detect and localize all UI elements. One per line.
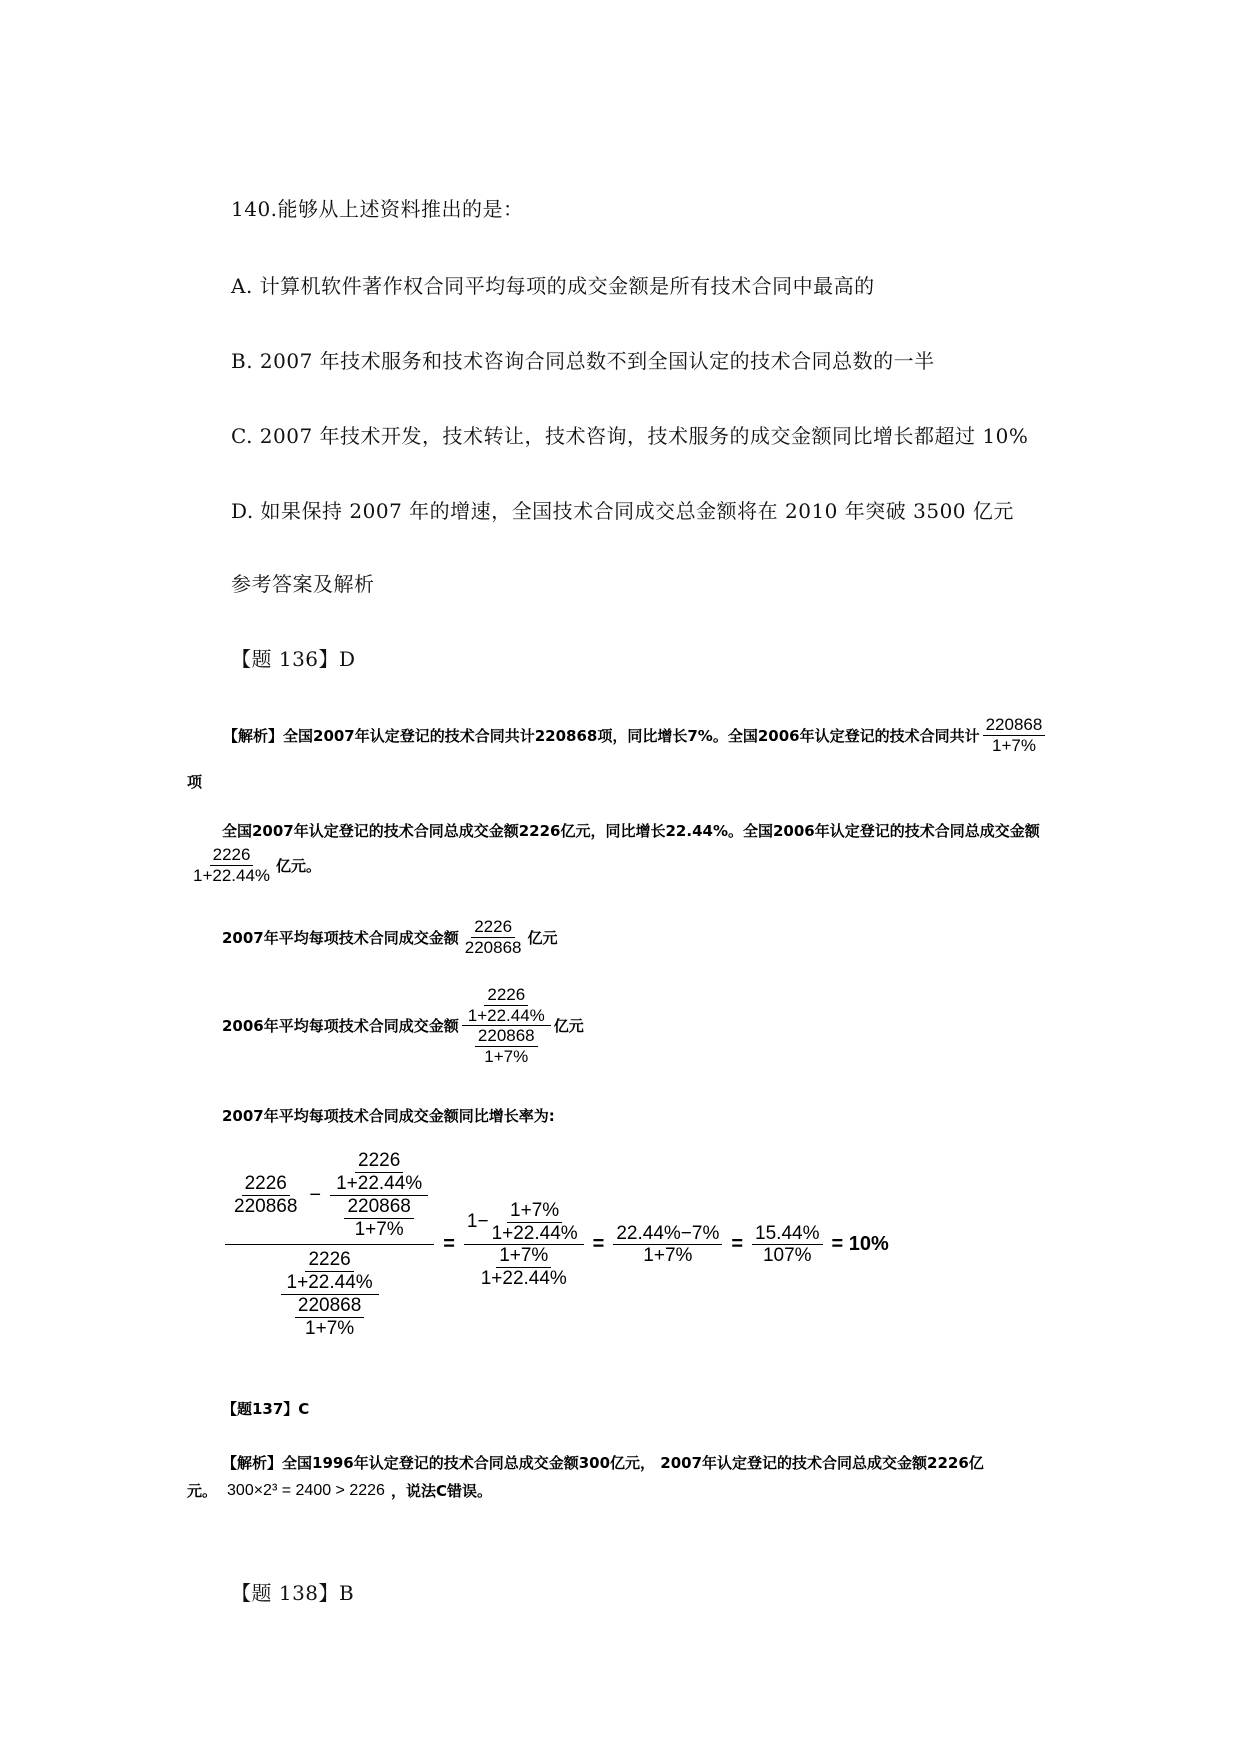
numerator: 2226 bbox=[305, 1249, 353, 1272]
main-fraction bbox=[225, 1150, 434, 1340]
answers-heading: 参考答案及解析 bbox=[231, 572, 375, 596]
denominator: 1+7% bbox=[354, 1218, 404, 1240]
question-stem: 140.能够从上述资料推出的是： bbox=[231, 197, 524, 221]
denominator: 1+22.44% bbox=[193, 865, 271, 885]
denominator bbox=[475, 1245, 573, 1290]
inner-fraction bbox=[478, 1245, 570, 1290]
q136-line1-text: 【解析】全国2007年认定登记的技术合同共计220868项，同比增长7%。全国2006年认定登记的技术合同共计 bbox=[223, 726, 980, 745]
inner-fraction bbox=[475, 1026, 538, 1066]
one-minus: 1− bbox=[466, 1211, 489, 1233]
numerator: 2226 bbox=[242, 1173, 290, 1196]
q137-explanation-line1: 【解析】全国1996年认定登记的技术合同总成交金额300亿元， 2007年认定登记的技术合同总成交金额2226亿 bbox=[222, 1454, 984, 1472]
numerator: 1+7% bbox=[496, 1245, 551, 1268]
denominator bbox=[472, 1026, 541, 1066]
option-b: B. 2007 年技术服务和技术咨询合同总数不到全国认定的技术合同总数的一半 bbox=[231, 349, 935, 373]
numerator: 2226 bbox=[355, 1150, 403, 1173]
denominator: 1+22.44% bbox=[336, 1172, 423, 1194]
q136-line1-end: 项 bbox=[187, 773, 203, 791]
inner-fraction bbox=[284, 1249, 376, 1294]
numerator: 15.44% bbox=[752, 1223, 822, 1246]
step2-fraction bbox=[464, 1200, 584, 1290]
numerator: 2226 bbox=[484, 985, 528, 1006]
denominator: 1+7% bbox=[484, 1046, 529, 1066]
q138-label: 【题 138】B bbox=[231, 1581, 355, 1605]
denominator: 220868 bbox=[234, 1195, 298, 1217]
option-a: A. 计算机软件著作权合同平均每项的成交金额是所有技术合同中最高的 bbox=[231, 274, 875, 298]
avg-2006-label: 2006年平均每项技术合同成交金额 bbox=[222, 1017, 459, 1036]
denominator bbox=[292, 1295, 367, 1340]
q136-explanation-line1 bbox=[223, 715, 1048, 755]
option-c: C. 2007 年技术开发，技术转让，技术咨询，技术服务的成交金额同比增长都超过 10% bbox=[231, 424, 1029, 448]
denominator: 107% bbox=[762, 1245, 812, 1267]
inner-fraction bbox=[344, 1196, 413, 1241]
fraction-2006-contracts bbox=[983, 715, 1046, 755]
unit-text: 亿元 bbox=[527, 928, 558, 947]
minus-sign: − bbox=[309, 1183, 322, 1206]
q137-line2-start: 元。 bbox=[187, 1482, 218, 1500]
main-denominator bbox=[278, 1245, 382, 1339]
avg-2007-label: 2007年平均每项技术合同成交金额 bbox=[222, 928, 459, 947]
q137-line2-end: ，说法C错误。 bbox=[390, 1482, 492, 1500]
step3-fraction bbox=[613, 1223, 722, 1268]
numerator: 220868 bbox=[475, 1026, 538, 1047]
numerator bbox=[330, 1150, 428, 1196]
denominator: 1+22.44% bbox=[491, 1222, 578, 1244]
denominator: 1+7% bbox=[643, 1245, 693, 1267]
q137-label: 【题137】C bbox=[222, 1400, 310, 1418]
step4-fraction bbox=[752, 1223, 822, 1268]
unit-text: 亿元 bbox=[553, 1017, 584, 1036]
inner-fraction bbox=[489, 1200, 581, 1245]
denominator: 1+22.44% bbox=[286, 1272, 373, 1294]
numerator: 220868 bbox=[983, 715, 1046, 736]
fraction-2007-avg bbox=[231, 1173, 300, 1218]
equals-sign: = bbox=[443, 1233, 455, 1256]
numerator bbox=[462, 985, 551, 1026]
q137-explanation-line2 bbox=[187, 1480, 492, 1501]
denominator: 1+22.44% bbox=[480, 1268, 567, 1290]
q136-explanation-line2: 全国2007年认定登记的技术合同总成交金额2226亿元，同比增长22.44%。全国2006年认定登记的技术合同总成交金额 bbox=[222, 822, 1040, 840]
numerator: 1+7% bbox=[507, 1200, 562, 1223]
numerator: 220868 bbox=[295, 1295, 364, 1318]
numerator: 2226 bbox=[471, 917, 515, 938]
numerator: 2226 bbox=[210, 845, 254, 866]
equals-sign: = bbox=[592, 1233, 605, 1256]
fraction-avg-2006 bbox=[462, 985, 551, 1066]
avg-2006-row bbox=[222, 985, 584, 1066]
denominator: 1+7% bbox=[305, 1317, 355, 1339]
q136-label: 【题 136】D bbox=[231, 647, 356, 671]
fraction-2006-avg bbox=[281, 1249, 379, 1339]
main-numerator bbox=[225, 1150, 434, 1245]
q137-formula: 300×2³ = 2400 > 2226 bbox=[227, 1481, 385, 1499]
inner-fraction bbox=[295, 1295, 364, 1340]
denominator: 220868 bbox=[464, 937, 522, 957]
unit-text: 亿元。 bbox=[276, 856, 322, 875]
fraction-2006-avg bbox=[330, 1150, 428, 1240]
inner-fraction bbox=[333, 1150, 425, 1195]
growth-equation bbox=[222, 1150, 895, 1340]
numerator bbox=[281, 1249, 379, 1295]
numerator: 22.44%−7% bbox=[613, 1223, 722, 1246]
avg-2007-row bbox=[222, 917, 558, 957]
denominator: 1+7% bbox=[991, 735, 1036, 755]
fraction-2006-amount bbox=[190, 845, 273, 885]
numerator bbox=[464, 1200, 584, 1246]
numerator: 220868 bbox=[344, 1196, 413, 1219]
result-text: = 10% bbox=[831, 1233, 889, 1256]
option-d: D. 如果保持 2007 年的增速，全国技术合同成交总金额将在 2010 年突破 3500 亿元 bbox=[231, 499, 1014, 523]
denominator: 1+22.44% bbox=[467, 1005, 545, 1025]
denominator bbox=[341, 1196, 416, 1241]
equals-sign: = bbox=[731, 1233, 744, 1256]
fraction-avg-2007 bbox=[462, 917, 525, 957]
growth-label: 2007年平均每项技术合同成交金额同比增长率为: bbox=[222, 1107, 555, 1125]
inner-fraction bbox=[465, 985, 548, 1025]
fraction-2006-amount-row bbox=[187, 845, 321, 885]
